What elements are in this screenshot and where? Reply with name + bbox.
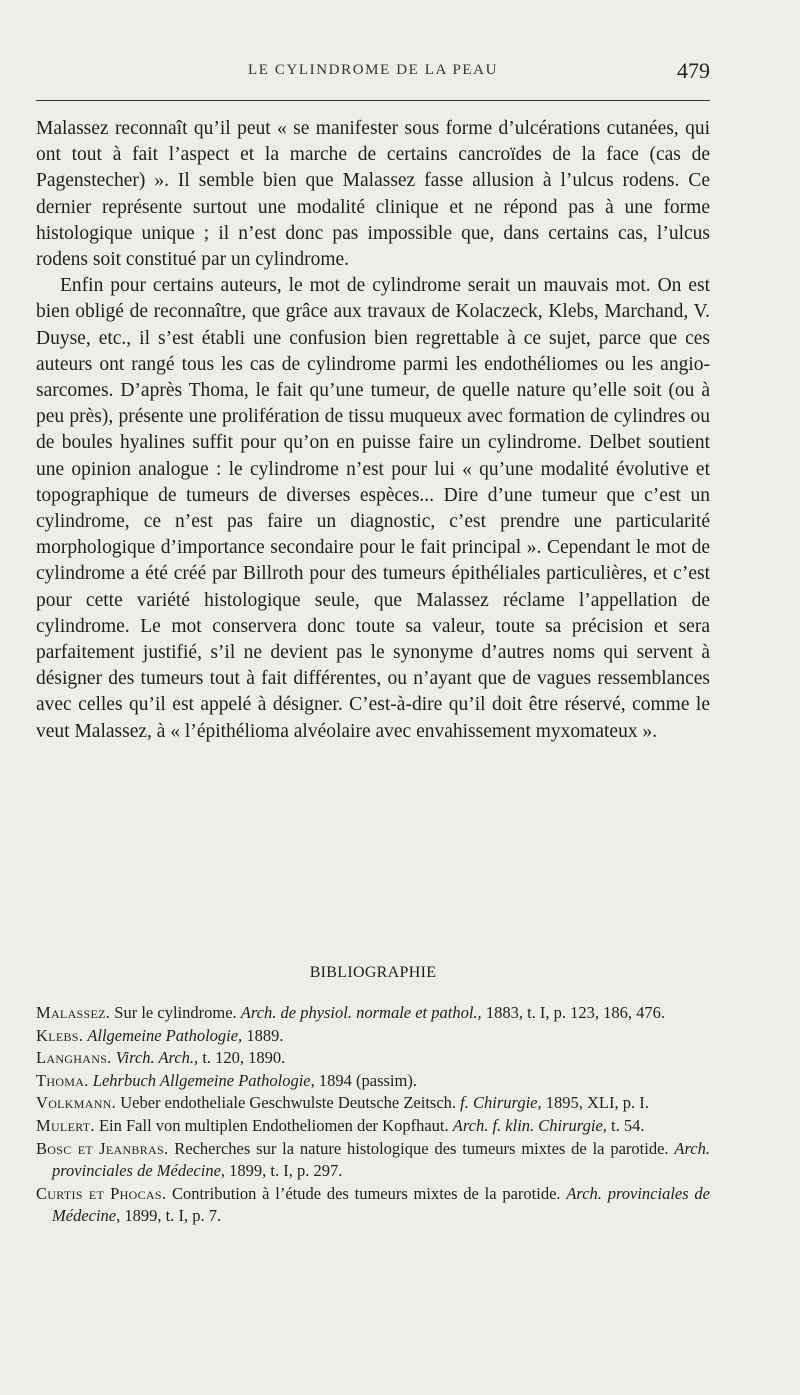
bibliography-entry [36,1183,710,1228]
paragraph-1: Malassez reconnaît qu’il peut « se manifester sous forme d’ulcérations cutanées, qui ont tout à fait l’aspect et la marche de certains cancroïdes de la face (cas de Pagenstecher) ». Il semble bien que Malassez fasse allusion à l’ulcus rodens. Ce dernier représente surtout une modalité clinique et ne répond pas à une forme histologique unique ; il n’est donc pas impossible que, dans certains cas, l’ulcus rodens soit constitué par un cylindrome. [36,118,710,271]
paragraph-2: Enfin pour certains auteurs, le mot de cylindrome serait un mauvais mot. On est bien obligé de reconnaître, que grâce aux travaux de Kolaczeck, Klebs, Marchand, V. Duyse, etc., il s’est établi une confusion bien regrettable à ce sujet, parce que ces auteurs ont rangé tous les cas de cylindrome parmi les endothéliomes ou les angio-sarcomes. D’après Thoma, le fait qu’une tumeur, de quelle nature qu’elle soit (ou à peu près), présente une prolifération de tissu muqueux avec formation de cylindres ou de boules hyalines suffit pour qu’on en puisse faire un cylindrome. Delbet soutient une opinion analogue : le cylindrome n’est pour lui « qu’une modalité évolutive et topographique de tumeurs de diverses espèces... Dire d’une tumeur que c’est un cylindrome, ce n’est pas faire un diagnostic, c’est prendre une particularité morphologique d’importance secondaire pour le fait principal ». Cependant le mot de cylindrome a été créé par Billroth pour des tumeurs épithéliales particulières, et c’est pour cette variété histologique seule, que Malassez réclame l’appellation de cylindrome. Le mot conservera donc toute sa valeur, toute sa précision et sera parfaitement justifié, s’il ne devient pas le synonyme d’autres noms qui servent à désigner des tumeurs tout à fait différentes, ou n’ayant que de vagues ressemblances avec celles qu’il est appelé à désigner. C’est-à-dire qu’il doit être réservé, comme le veut Malassez, à « l’épithélioma alvéolaire avec envahissement myxomateux ». [36,275,710,742]
page-number: 479 [677,58,710,83]
entry-journal: Arch. de physiol. normale et pathol., [240,1003,482,1022]
bibliography-list [36,1002,710,1228]
entry-journal: Lehrbuch Allgemeine Pathologie, [92,1070,315,1090]
entry-author: Volkmann. [36,1093,117,1113]
entry-details: 1883, t. I, p. 123, 186, 476. [485,1003,666,1022]
entry-author: Curtis et Phocas. [36,1183,167,1203]
entry-journal: Arch. provinciales de Médecine, [52,1183,710,1226]
entry-author: Bosc et Jeanbras. [36,1138,169,1158]
entry-author: Klebs. [36,1025,84,1045]
entry-text: Contribution à l’étude des tumeurs mixtes de la parotide. [172,1183,561,1203]
entry-author: Mulert. [36,1115,95,1135]
bibliography-entry [36,1070,710,1093]
bibliography-entry [36,1002,710,1025]
running-head: LE CYLINDROME DE LA PEAU [247,62,499,78]
entry-details: t. 120, 1890. [202,1048,286,1068]
entry-journal: Allgemeine Pathologie, [87,1025,243,1045]
entry-details: 1899, t. I, p. 297. [229,1161,343,1181]
entry-details: 1889. [246,1025,284,1045]
entry-journal: Virch. Arch., [115,1048,199,1068]
entry-details: 1895, XLI, p. I. [545,1093,649,1113]
bibliography-entry [36,1115,710,1138]
entry-details: 1899, t. I, p. 7. [124,1206,222,1226]
page-header [36,58,710,88]
bibliography-entry [36,1025,710,1048]
entry-journal: f. Chirurgie, [460,1093,542,1113]
entry-author: Malassez. [36,1003,111,1022]
bibliography-entry [36,1138,710,1183]
entry-author: Langhans. [36,1048,112,1068]
entry-details: 1894 (passim). [318,1070,417,1090]
entry-journal: Arch. provinciales de Médecine, [52,1138,710,1181]
entry-text: Sur le cylindrome. [114,1003,237,1022]
bibliography-entry [36,1047,710,1070]
entry-author: Thoma. [36,1070,89,1090]
entry-text: Ein Fall von multiplen Endotheliomen der Kopfhaut. [98,1115,449,1135]
entry-details: t. 54. [611,1115,645,1135]
entry-journal: Arch. f. klin. Chirurgie, [452,1115,607,1135]
entry-text: Ueber endotheliale Geschwulste Deutsche Zeitsch. [120,1093,457,1113]
entry-text: Recherches sur la nature histologique des tumeurs mixtes de la parotide. [174,1138,669,1158]
bibliography-entry [36,1092,710,1115]
bibliography-heading: BIBLIOGRAPHIE [309,964,437,981]
body-text [36,116,710,745]
header-rule [36,100,710,101]
